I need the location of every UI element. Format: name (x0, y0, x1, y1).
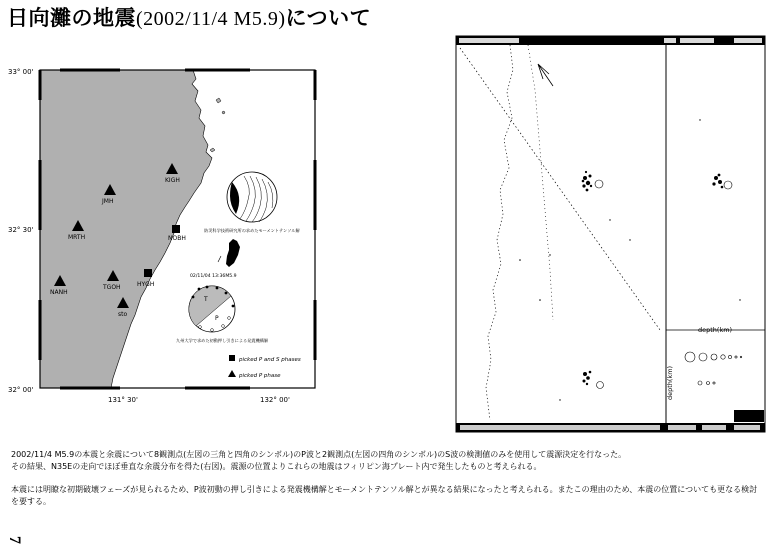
description-line-1: 2002/11/4 M5.9の本震と余震について8観測点(左図の三角と四角のシンボル)のP波と2観測点(左図の四角のシンボル)のS波の検測値のみを使用して震源決定を行なった。 (11, 450, 627, 459)
station-label: NANH (50, 289, 68, 296)
description-block-1 (11, 449, 761, 472)
moment-tensor-caption: 防災科学技術研究所の求めたモーメントテンソル解 (204, 228, 300, 233)
lat-label-32-00: 32° 00' (8, 386, 34, 394)
station-label: HYGH (137, 281, 155, 288)
lon-label-131-30: 131° 30' (108, 396, 138, 404)
station-label: sto (118, 311, 128, 318)
legend-label-p: picked P phase (239, 373, 281, 379)
depth-axis-label: depth(km) (666, 365, 674, 400)
moment-tensor-beachball (227, 172, 277, 222)
depth-label: depth(km) (698, 326, 733, 334)
station-label: MRTH (68, 234, 86, 241)
hypocenter-plot (456, 36, 765, 432)
lon-label-132-00: 132° 00' (260, 396, 290, 404)
first-motion-mechanism (189, 286, 235, 332)
square-station-icon (144, 269, 152, 277)
station-label: TGOH (103, 284, 121, 291)
square-legend-icon (229, 355, 235, 361)
description-line-3: 本震には明瞭な初期破壊フェーズが見られるため、P波初動の押し引きによる発震機構解とモーメントテンソル解とが異なる結果になったと考えられる。またこの理由のため、本震の位置についても更なる検討を要する。 (11, 485, 758, 506)
title-prefix: 日向灘の地震 (7, 6, 136, 30)
description-block-2 (11, 484, 761, 507)
station-label: NOBH (168, 235, 186, 242)
station-label: JMH (102, 198, 114, 205)
event-time-label: 02/11/04 13:36M5.9 (190, 274, 237, 279)
title-event: (2002/11/4 M5.9) (136, 8, 286, 30)
first-motion-caption: 九州大学で求めた初動押し引きによる発震機構解 (176, 338, 269, 343)
station-label: KIGH (165, 177, 180, 184)
description-line-2: その結果、N35Eの走向でほぼ垂直な余震分布を得た(右図)。震源の位置よりこれらの地震はフィリピン海プレート内で発生したものと考えられる。 (11, 461, 542, 471)
legend-label-ps: picked P and S phases (239, 357, 301, 363)
square-station-icon (172, 225, 180, 233)
scale-box (734, 410, 764, 422)
svg-text:P: P (215, 315, 219, 322)
title-suffix: について (285, 6, 372, 30)
lat-label-32-30: 32° 30' (8, 226, 34, 234)
svg-text:T: T (204, 296, 208, 303)
station-map (8, 68, 315, 404)
plot-frame (456, 36, 765, 432)
page-number: 7 (6, 536, 23, 544)
lat-label-33-00: 33° 00' (8, 68, 34, 76)
